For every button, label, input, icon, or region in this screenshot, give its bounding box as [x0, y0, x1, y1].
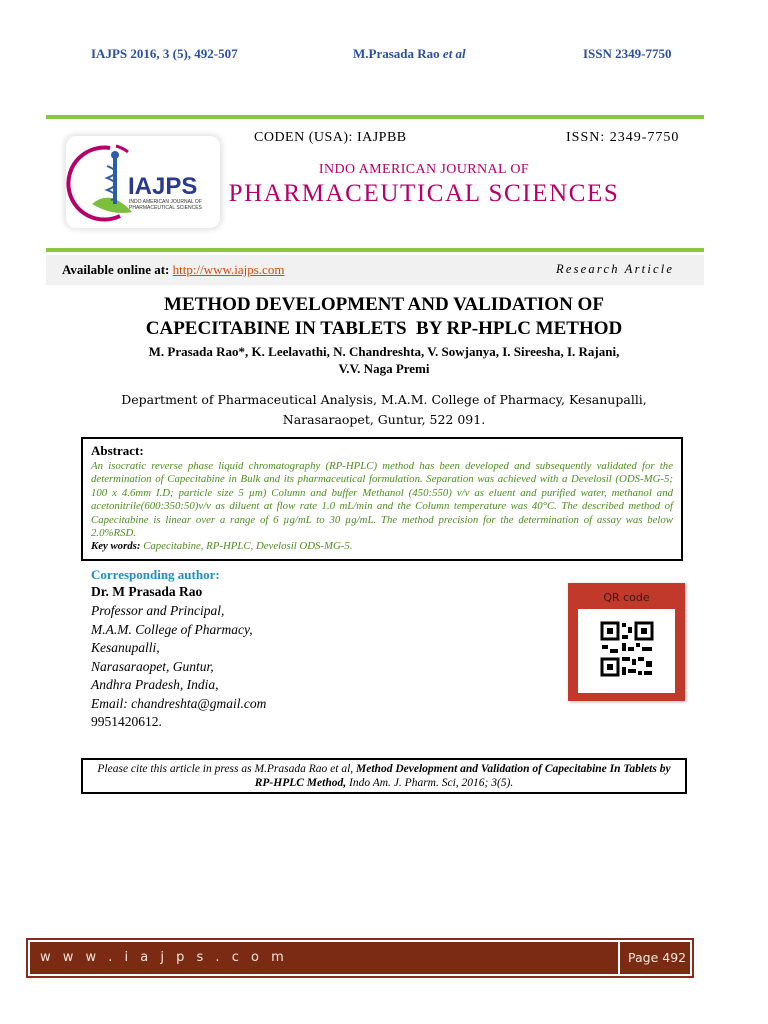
- keywords: [91, 540, 673, 553]
- article-type: Research Article: [556, 262, 675, 276]
- citation-prefix: Please cite this article in press as M.Prasada Rao et al,: [97, 763, 354, 775]
- journal-title-text: PHARMACEUTICAL SCIENCES: [228, 180, 620, 207]
- address-line: Kesanupalli,: [91, 640, 160, 655]
- citation-suffix: Indo Am. J. Pharm. Sci, 2016; 3(5).: [348, 777, 514, 789]
- qr-label: QR code: [603, 591, 650, 604]
- author-list-line-2: V.V. Naga Premi: [338, 361, 430, 376]
- availability: [62, 262, 284, 278]
- author-email: Email: chandreshta@gmail.com: [91, 695, 267, 711]
- address-line: Narasaraopet, Guntur,: [91, 658, 214, 674]
- qr-code-container: [578, 609, 675, 693]
- journal-title: [0, 180, 768, 208]
- availability-label: Available online at:: [62, 262, 170, 277]
- logo-subtext-2: PHARMACEUTICAL SCIENCES: [129, 205, 202, 211]
- logo-subtext-1: INDO AMERICAN JOURNAL OF: [129, 199, 202, 205]
- footer-url[interactable]: w w w . i a j p s . c o m: [40, 950, 288, 965]
- article-title-line-1: METHOD DEVELOPMENT AND VALIDATION OF: [164, 294, 604, 315]
- address-line: Professor and Principal,: [91, 603, 225, 618]
- journal-website-link[interactable]: http://www.iajps.com: [172, 262, 285, 277]
- author-list: [100, 343, 668, 377]
- footer-divider: [618, 942, 620, 974]
- running-header-author: [353, 46, 466, 62]
- address-line: Andhra Pradesh, India,: [91, 677, 219, 692]
- keywords-label: Key words:: [91, 540, 141, 553]
- keywords-text: Capecitabine, RP-HPLC, Develosil ODS-MG-5.: [143, 540, 353, 553]
- corresponding-author-name: Dr. M Prasada Rao: [91, 584, 203, 599]
- running-header-author-suffix: et al: [442, 46, 466, 61]
- qr-code-icon: [578, 609, 675, 693]
- abstract-label: Abstract:: [91, 443, 144, 458]
- corresponding-author-label: Corresponding author:: [91, 567, 220, 582]
- running-header-issn: ISSN 2349-7750: [583, 46, 672, 61]
- running-header-citation: IAJPS 2016, 3 (5), 492-507: [91, 46, 238, 61]
- masthead-top-rule: [46, 115, 704, 119]
- affiliation: [100, 390, 668, 430]
- page-number: Page 492: [628, 950, 687, 965]
- article-title: [80, 293, 688, 341]
- masthead-issn: ISSN: 2349-7750: [566, 130, 680, 145]
- address-line: M.A.M. College of Pharmacy,: [91, 621, 253, 637]
- journal-subtitle: INDO AMERICAN JOURNAL OF: [318, 162, 530, 177]
- author-list-line-1: M. Prasada Rao*, K. Leelavathi, N. Chandreshta, V. Sowjanya, I. Sireesha, I. Rajani,: [148, 344, 620, 359]
- running-header-author-name: M.Prasada Rao: [353, 46, 440, 61]
- abstract-text: An isocratic reverse phase liquid chromatography (RP-HPLC) method has been developed and subsequently validated for the determination of Capecitabine in Bulk and its pharmaceutical formulation. Separation was achieved with a Develosil (ODS-MG-5; 100 x 4.6mm I.D; particle size 5 µm) Column and buffer Methanol (450:550) v/v as eluent and purified water, methanol and acetonitrile(600:350:50)v/v as diluent at flow rate 1.0 mL/min and the Column temperature was 40°C. The described method of Capecitabine is linear over a range of 6 µg/mL to 30 µg/mL. The method precision for the determination of assay was below 2.0%RSD.: [91, 460, 673, 540]
- citation-title: Method Development and Validation of Capecitabine In Tablets by RP-HPLC Method,: [254, 763, 671, 789]
- corresponding-author-address: [91, 602, 266, 732]
- affiliation-line-2: Narasaraopet, Guntur, 522 091.: [282, 412, 486, 427]
- affiliation-line-1: Department of Pharmaceutical Analysis, M.A.M. College of Pharmacy, Kesanupalli,: [121, 392, 647, 407]
- coden: CODEN (USA): IAJPBB: [254, 130, 407, 145]
- abstract-box: [81, 437, 683, 561]
- logo-wordmark: IAJPS: [128, 173, 198, 200]
- article-title-line-2: CAPECITABINE IN TABLETS BY RP-HPLC METHOD: [145, 318, 623, 339]
- masthead-bottom-rule: [46, 248, 704, 252]
- qr-panel: [568, 583, 685, 701]
- citation-box: [81, 758, 687, 794]
- author-phone: 9951420612.: [91, 714, 162, 729]
